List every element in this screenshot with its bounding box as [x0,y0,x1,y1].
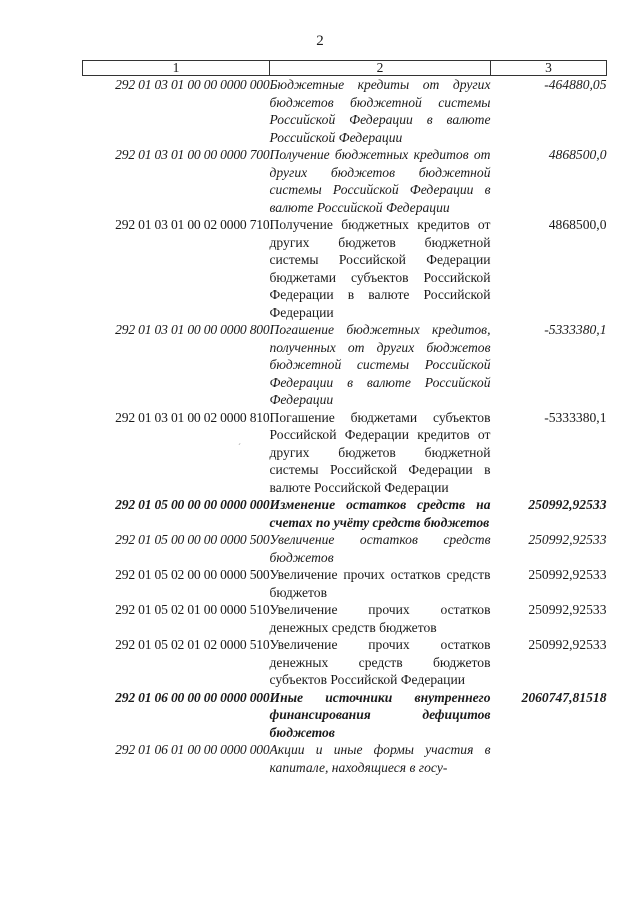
row-amount: 2060747,81518 [521,689,607,705]
table-row [83,636,607,689]
row-code: 292 01 03 01 00 00 0000 700 [115,147,270,162]
row-code: 292 01 03 01 00 00 0000 000 [115,77,270,92]
row-amount: 4868500,0 [548,217,607,232]
scan-mark: ´ [238,442,241,452]
row-code: 292 01 05 00 00 00 0000 500 [115,532,270,547]
table-row [83,566,607,601]
page-number: 2 [316,33,324,49]
row-name: Иные источники внутреннего финансирования дефицитов бюджетов [269,689,491,740]
row-amount [491,741,607,776]
row-code: 292 01 03 01 00 00 0000 800 [115,322,270,337]
row-code: 292 01 03 01 00 02 0000 710 [115,217,270,232]
row-amount: 4868500,0 [548,147,607,162]
row-code: 292 01 05 00 00 00 0000 000 [115,497,270,512]
row-name: Бюджетные кредиты от других бюджетов бюджетной системы Российской Федерации в валюте Российской Федерации [269,77,491,145]
row-name: Получение бюджетных кредитов от других бюджетов бюджетной системы Российской Федерации бюджетами субъектов Российской Федерации в валюте Российской Федерации [269,217,491,320]
table-row [83,531,607,566]
row-name: Увеличение остатков средств бюджетов [269,532,491,565]
table-row [83,496,607,531]
row-name: Увеличение прочих остатков средств бюджетов [269,567,491,600]
row-amount: -464880,05 [544,77,607,92]
row-name: Увеличение прочих остатков денежных средств бюджетов субъектов Российской Федерации [269,637,491,687]
row-code: 292 01 05 02 01 00 0000 510 [115,602,270,617]
row-name: Увеличение прочих остатков денежных средств бюджетов [269,602,491,635]
row-amount: 250992,92533 [528,497,607,512]
table-row [83,321,607,409]
table-row [83,689,607,742]
row-name: Погашение бюджетами субъектов Российской Федерации кредитов от других бюджетов бюджетной системы Российской Федерации в валюте Российской Федерации [269,409,491,495]
row-name: Получение бюджетных кредитов от других бюджетов бюджетной системы Российской Федерации в валюте Российской Федерации [269,147,491,215]
row-code: 292 01 05 02 00 00 0000 500 [115,567,270,582]
row-name: Акции и иные формы участия в капитале, находящиеся в госу- [269,742,491,775]
table-row [83,146,607,216]
column-header: 2 [270,61,491,76]
column-header: 1 [83,61,270,76]
row-code: 292 01 05 02 01 02 0000 510 [115,637,270,652]
row-code: 292 01 06 00 00 00 0000 000 [115,689,270,705]
row-code: 292 01 06 01 00 00 0000 000 [115,742,270,757]
row-amount: 250992,92533 [528,532,607,547]
table-row [83,76,607,147]
table-row [83,741,607,776]
sources-table [82,60,607,776]
row-amount: 250992,92533 [528,567,607,582]
table-header-row [83,61,607,76]
column-header: 3 [491,61,607,76]
row-amount: -5333380,1 [544,322,607,337]
row-name: Изменение остатков средств на счетах по учёту средств бюджетов [269,497,491,530]
row-code: 292 01 03 01 00 02 0000 810 [115,409,270,425]
table-row [83,216,607,321]
row-name: Погашение бюджетных кредитов, полученных от других бюджетов бюджетной системы Российской Федерации в валюте Российской Федерации [269,322,491,407]
row-amount: -5333380,1 [544,409,607,425]
row-amount: 250992,92533 [528,637,607,652]
table-row [83,601,607,636]
row-amount: 250992,92533 [528,602,607,617]
table-row [83,409,607,497]
